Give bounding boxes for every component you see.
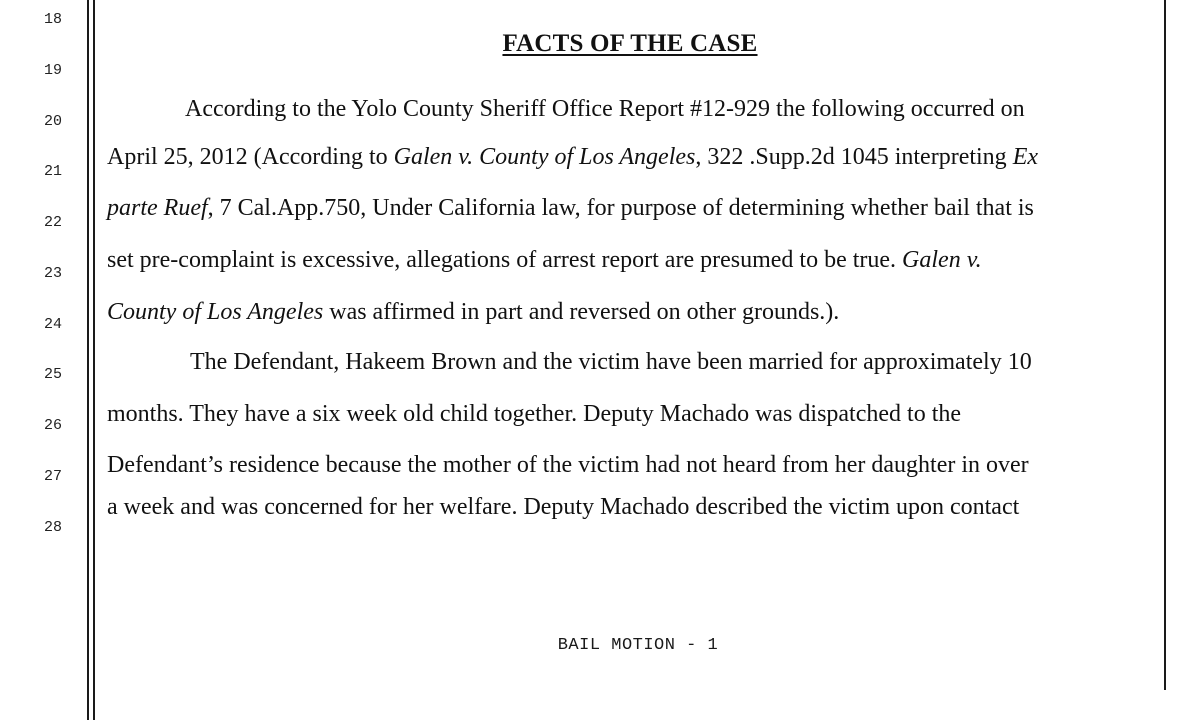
text-segment: According to the Yolo County Sheriff Office Report #12-929 the following occurred on (185, 96, 1025, 122)
line-number: 20 (44, 113, 63, 130)
line-number: 19 (44, 62, 63, 79)
section-heading: FACTS OF THE CASE (502, 30, 758, 57)
line-number: 24 (44, 316, 63, 333)
text-segment: Defendant’s residence because the mother of the victim had not heard from her daughter in over (107, 452, 1029, 478)
text-line (107, 400, 961, 428)
text-segment: set pre-complaint is excessive, allegations of arrest report are presumed to be true. (107, 247, 903, 273)
line-number: 25 (44, 366, 63, 383)
text-line (107, 493, 1019, 521)
line-number: 18 (44, 11, 63, 28)
text-segment: April 25, 2012 (According to (107, 144, 394, 170)
text-line (190, 348, 1032, 376)
text-segment: , 7 Cal.App.750, Under California law, for purpose of determining whether bail that is (207, 195, 1034, 221)
text-segment: a week and was concerned for her welfare. Deputy Machado described the victim upon contact (107, 494, 1020, 520)
text-line (107, 246, 982, 274)
citation-italic: Ex (1012, 144, 1038, 170)
left-margin-rule-inner (93, 0, 95, 720)
text-line (107, 298, 839, 326)
right-margin-rule (1164, 0, 1166, 690)
citation-italic: County of Los Angeles (107, 299, 324, 325)
citation-italic: parte Ruef (107, 195, 208, 221)
text-line (185, 95, 1025, 123)
text-segment: The Defendant, Hakeem Brown and the victim have been married for approximately 10 (190, 349, 1032, 375)
text-segment: months. They have a six week old child together. Deputy Machado was dispatched to the (107, 401, 962, 427)
text-segment: , 322 .Supp.2d 1045 interpreting (695, 144, 1013, 170)
line-number: 22 (44, 214, 63, 231)
left-margin-rule-outer (87, 0, 89, 720)
text-segment: was affirmed in part and reversed on other grounds.). (323, 299, 840, 325)
text-line (107, 194, 1034, 222)
line-number: 21 (44, 163, 63, 180)
citation-italic: Galen v. (902, 247, 982, 273)
line-number: 26 (44, 417, 63, 434)
line-number: 27 (44, 468, 63, 485)
line-number: 28 (44, 519, 63, 536)
page-footer: BAIL MOTION - 1 (557, 636, 719, 655)
citation-italic: Galen v. County of Los Angeles (393, 144, 696, 170)
line-number: 23 (44, 265, 63, 282)
text-line (107, 451, 1029, 479)
text-line (107, 143, 1038, 171)
